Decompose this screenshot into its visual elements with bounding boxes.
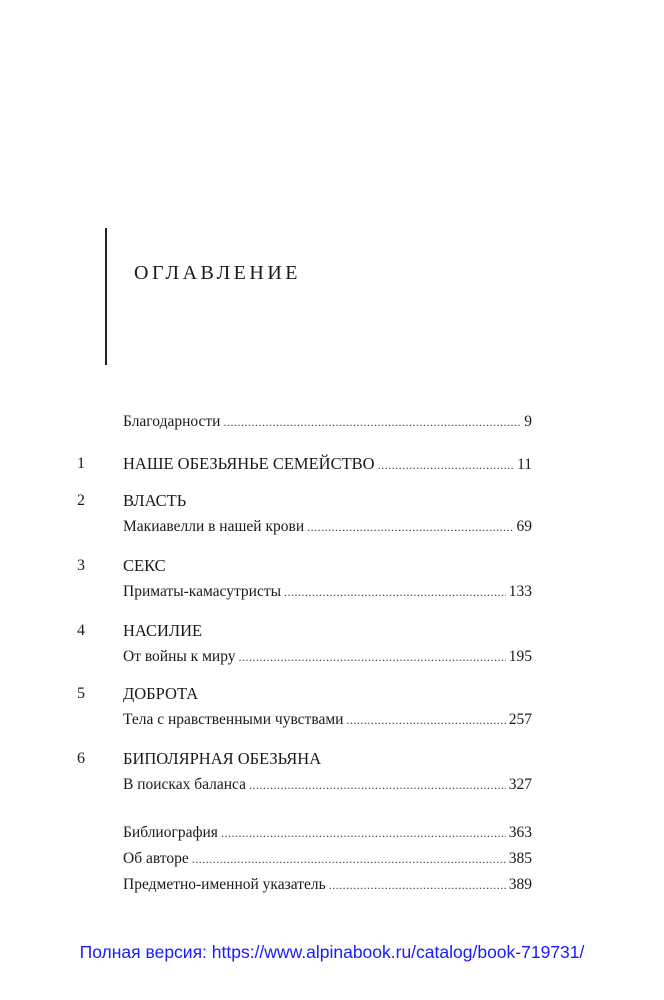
dot-leader xyxy=(221,823,506,843)
toc-entry-index[interactable] xyxy=(123,875,532,895)
dot-leader xyxy=(249,775,506,795)
dot-leader xyxy=(223,412,521,432)
chapter-title: ВЛАСТЬ xyxy=(123,491,187,510)
toc-entry-chapter-4[interactable] xyxy=(123,647,532,667)
dot-leader xyxy=(329,875,506,895)
full-version-link[interactable]: Полная версия: https://www.alpinabook.ru/catalog/book-719731/ xyxy=(79,942,585,962)
toc-entry-page: 11 xyxy=(517,456,532,473)
toc-entry-label: Об авторе xyxy=(123,850,189,867)
chapter-subtitle: В поисках баланса xyxy=(123,776,246,793)
toc-entry-chapter-6[interactable] xyxy=(123,775,532,795)
dot-leader xyxy=(378,455,514,475)
dot-leader xyxy=(192,849,506,869)
chapter-number: 4 xyxy=(77,622,85,639)
toc-entry-label: Библиография xyxy=(123,824,218,841)
toc-entry-label: Предметно-именной указатель xyxy=(123,876,326,893)
toc-entry-page: 195 xyxy=(508,648,532,665)
chapter-number: 6 xyxy=(77,750,85,767)
toc-entry-chapter-3[interactable] xyxy=(123,582,532,602)
dot-leader xyxy=(346,710,505,730)
toc-entry-page: 385 xyxy=(508,850,532,867)
toc-entry-label: Благодарности xyxy=(123,413,221,430)
chapter-title: СЕКС xyxy=(123,556,166,575)
toc-entry-about-author[interactable] xyxy=(123,849,532,869)
toc-entry-page: 69 xyxy=(516,518,532,535)
toc-entry-page: 257 xyxy=(508,711,532,728)
toc-entry-page: 9 xyxy=(524,413,532,430)
dot-leader xyxy=(284,582,506,602)
toc-entry-page: 133 xyxy=(508,583,532,600)
toc-entry-chapter-5[interactable] xyxy=(123,710,532,730)
chapter-subtitle: Приматы-камасутристы xyxy=(123,583,282,600)
chapter-title: НАШЕ ОБЕЗЬЯНЬЕ СЕМЕЙСТВО xyxy=(123,454,375,473)
toc-entry-page: 363 xyxy=(508,824,532,841)
chapter-title: ДОБРОТА xyxy=(123,684,199,703)
toc-entry-chapter-2[interactable] xyxy=(123,517,532,537)
chapter-subtitle: Макиавелли в нашей крови xyxy=(123,518,305,535)
toc-entry-page: 327 xyxy=(508,776,532,793)
toc-heading: ОГЛАВЛЕНИЕ xyxy=(134,262,301,284)
vertical-rule xyxy=(105,228,107,365)
chapter-number: 2 xyxy=(77,492,85,509)
chapter-subtitle: Тела с нравственными чувствами xyxy=(123,711,344,728)
chapter-title: БИПОЛЯРНАЯ ОБЕЗЬЯНА xyxy=(123,749,322,768)
toc-entry-chapter-1[interactable] xyxy=(123,454,532,475)
chapter-number: 5 xyxy=(77,685,85,702)
toc-entry-bibliography[interactable] xyxy=(123,823,532,843)
dot-leader xyxy=(239,647,506,667)
toc-entry-page: 389 xyxy=(508,876,532,893)
toc-entry-acknowledgements[interactable] xyxy=(123,412,532,432)
chapter-subtitle: От войны к миру xyxy=(123,648,236,665)
chapter-title: НАСИЛИЕ xyxy=(123,621,203,640)
chapter-number: 1 xyxy=(77,455,85,472)
dot-leader xyxy=(307,517,513,537)
chapter-number: 3 xyxy=(77,557,85,574)
